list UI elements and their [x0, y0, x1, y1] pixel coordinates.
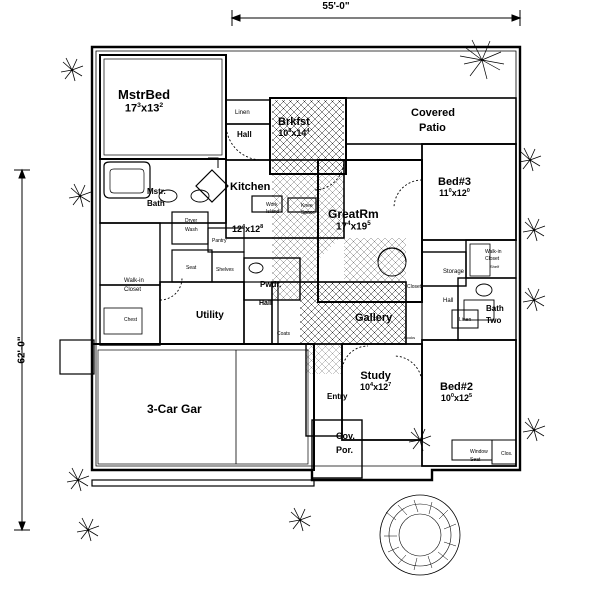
- annotation-closet: Closet: [407, 284, 422, 290]
- annotation-wash: Wash: [185, 227, 198, 233]
- annotation-walk-in: Walk-in: [485, 249, 502, 255]
- room-label-bed2: Bed#2 $10^0x12^5$: [440, 381, 474, 403]
- annotation-pantry: Pantry: [212, 238, 227, 244]
- annotation-books: Books: [404, 335, 416, 340]
- annotation-closet: Closet: [485, 256, 500, 262]
- annotation-utility: Utility: [196, 310, 224, 321]
- annotation-hall: Hall: [259, 300, 272, 307]
- annotation-bath: Bath: [486, 304, 504, 313]
- annotation-two: Two: [486, 316, 502, 325]
- annotation-seat: Seat: [470, 457, 481, 463]
- room-label-bed3: Bed#3 $11^0x12^0$: [438, 176, 472, 198]
- annotation-storage: Storage: [443, 269, 465, 275]
- room-label-greatrm: GreatRm $17^4x19^5$: [328, 207, 379, 232]
- annotation-seat: Seat: [186, 265, 197, 271]
- overall-width-dimension: 55'-0": [322, 1, 350, 12]
- annotation-entry: Entry: [327, 392, 348, 401]
- annotation-bath: Bath: [147, 199, 165, 208]
- annotation-gallery: Gallery: [355, 312, 393, 324]
- annotation-coats: Coats: [277, 331, 291, 337]
- annotation-chest: Chest: [124, 317, 138, 323]
- annotation-linen: Linen: [235, 110, 250, 116]
- annotation-hall: Hall: [237, 130, 252, 139]
- annotation-mstr: Mstr.: [147, 187, 166, 196]
- annotation-dryer: Dryer: [185, 218, 198, 224]
- overall-height-dimension: 62'-0": [16, 336, 28, 364]
- room-label-garage: 3-Car Gar: [147, 402, 202, 416]
- room-label-kitchen: Kitchen: [230, 181, 271, 193]
- annotation-knee: Knee: [301, 203, 313, 209]
- annotation-island: Island: [266, 209, 280, 215]
- annotation-clos: Clos.: [501, 451, 513, 457]
- annotation-por: Por.: [336, 445, 354, 455]
- annotation-closet: Closet: [124, 287, 142, 293]
- annotation-window: Window: [470, 449, 488, 455]
- annotation-patio: Patio: [419, 122, 446, 134]
- annotation-shelf: Shelf: [490, 264, 500, 269]
- room-label-study: Study $10^4x12^7$: [360, 370, 392, 392]
- room-dim-kitchen: $12^4x12^8$: [232, 224, 264, 234]
- annotation-walk-in: Walk-in: [124, 278, 144, 284]
- annotation-shelves: Shelves: [216, 267, 234, 273]
- annotation-hall: Hall: [443, 298, 454, 304]
- annotation-pwdr: Pwdr.: [260, 280, 282, 289]
- room-label-brkfst: Brkfst $10^8x14^4$: [278, 116, 310, 138]
- annotation-work: Work: [266, 202, 278, 208]
- annotation-space: Space: [301, 210, 316, 216]
- annotation-cov: Cov.: [336, 431, 355, 441]
- room-label-mstrbed: MstrBed $17^3x13^2$: [118, 87, 171, 115]
- annotation-linen: Linen: [459, 317, 472, 323]
- annotation-covered: Covered: [411, 107, 456, 119]
